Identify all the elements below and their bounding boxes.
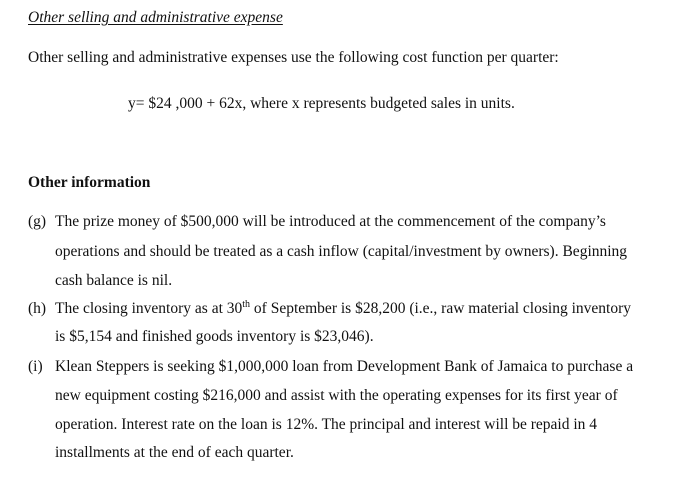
- cost-function-formula: y= $24 ,000 + 62x, where x represents budgeted sales in units.: [128, 95, 515, 112]
- item-i-line-4: installments at the end of each quarter.: [55, 444, 294, 461]
- item-i-line-2: new equipment costing $216,000 and assist with the operating expenses for its first year of: [55, 387, 618, 404]
- item-h-line-1: [55, 300, 631, 318]
- item-label-g: (g): [28, 213, 47, 230]
- item-i-line-1: Klean Steppers is seeking $1,000,000 loan from Development Bank of Jamaica to purchase a: [55, 358, 634, 375]
- section-title: Other selling and administrative expense: [28, 9, 283, 26]
- item-h-line-1-suffix: of September is $28,200 (i.e., raw material closing inventory: [250, 300, 631, 317]
- item-g-line-1: The prize money of $500,000 will be introduced at the commencement of the company’s: [55, 213, 606, 230]
- item-i-line-3: operation. Interest rate on the loan is 12%. The principal and interest will be repaid in 4: [55, 416, 598, 433]
- item-h-line-1-prefix: The closing inventory as at 30: [55, 300, 243, 317]
- item-h-ordinal-suffix: th: [242, 299, 251, 310]
- item-g-line-3: cash balance is nil.: [55, 272, 173, 289]
- item-h-line-2: is $5,154 and finished goods inventory is $23,046).: [55, 328, 374, 345]
- item-label-i: (i): [28, 358, 43, 375]
- intro-paragraph: Other selling and administrative expenses use the following cost function per quarter:: [28, 49, 559, 66]
- other-information-heading: Other information: [28, 174, 151, 191]
- item-label-h: (h): [28, 300, 47, 317]
- item-g-line-2: operations and should be treated as a cash inflow (capital/investment by owners). Beginning: [55, 243, 628, 260]
